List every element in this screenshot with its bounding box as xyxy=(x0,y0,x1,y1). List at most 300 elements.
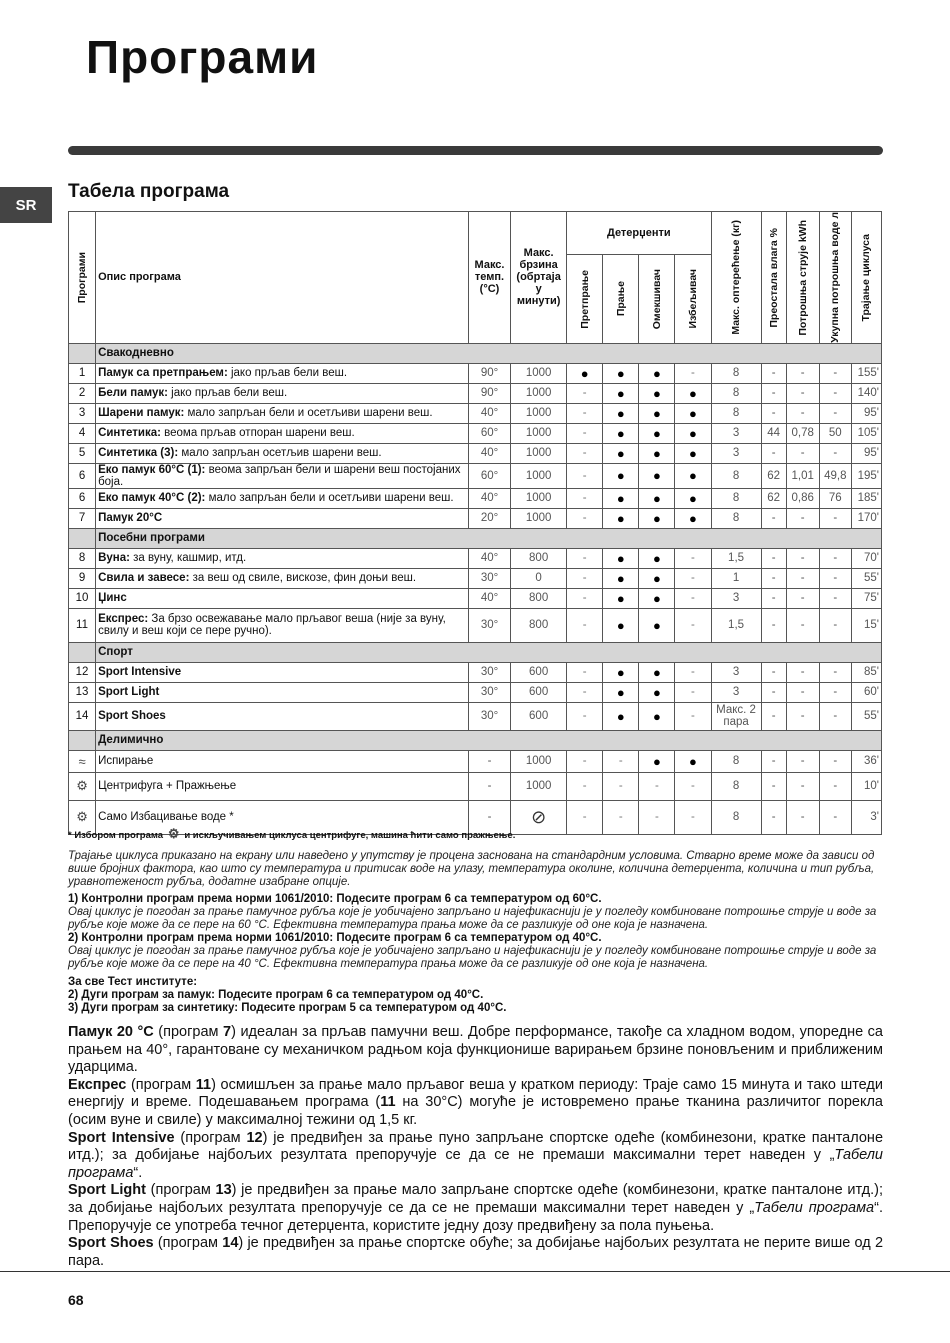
program-number: 5 xyxy=(69,443,96,463)
energy: - xyxy=(786,383,819,403)
program-description xyxy=(96,702,469,730)
max-temp: 60° xyxy=(468,463,510,488)
detergent-soft: - xyxy=(639,800,675,834)
detergent-wash: ● xyxy=(603,463,639,488)
max-temp: 60° xyxy=(468,423,510,443)
program-text: јако прљав бели веш. xyxy=(227,367,348,380)
max-speed: 1000 xyxy=(511,423,567,443)
detergent-pre: - xyxy=(567,662,603,682)
max-temp: - xyxy=(468,750,510,772)
water: - xyxy=(819,662,851,682)
section-title: Табела програма xyxy=(68,181,230,202)
energy: 1,01 xyxy=(786,463,819,488)
detergent-soft: ● xyxy=(639,608,675,642)
residual-moisture: - xyxy=(761,588,786,608)
table-row xyxy=(69,363,882,383)
detergent-soft: ● xyxy=(639,443,675,463)
program-text: веома прљав отпоран шарени веш. xyxy=(160,427,355,440)
program-name: Вуна: xyxy=(98,552,130,565)
detergent-pre: - xyxy=(567,750,603,772)
program-number: 7 xyxy=(69,508,96,528)
energy: - xyxy=(786,568,819,588)
max-speed: 600 xyxy=(511,682,567,702)
duration-note: Трајање циклуса приказано на екрану или наведено у упутству је процена заснована на стандардним условима. Стварно време може да зависи од више бројних фактора, као што су температура и притисак воде на улазу, температура околине, количина детерџента, количина и тип рубља, уравнотеженост рубља, додатне изабране опције. xyxy=(68,850,875,888)
program-description xyxy=(96,750,469,772)
residual-moisture: 62 xyxy=(761,463,786,488)
max-load: 8 xyxy=(711,383,761,403)
detergent-pre: - xyxy=(567,463,603,488)
water: - xyxy=(819,443,851,463)
program-text: Само Избацивање воде * xyxy=(98,811,234,824)
program-description xyxy=(96,682,469,702)
energy: - xyxy=(786,662,819,682)
detergent-pre: - xyxy=(567,772,603,800)
detergent-soft: ● xyxy=(639,403,675,423)
duration: 10' xyxy=(851,772,881,800)
residual-moisture: - xyxy=(761,443,786,463)
program-number: 13 xyxy=(69,682,96,702)
duration: 195' xyxy=(851,463,881,488)
detergent-bleach: ● xyxy=(675,383,711,403)
header-softener: Омекшивач xyxy=(639,255,675,344)
residual-moisture: 62 xyxy=(761,488,786,508)
program-description xyxy=(96,772,469,800)
max-load: 3 xyxy=(711,588,761,608)
residual-moisture: - xyxy=(761,662,786,682)
max-speed: 600 xyxy=(511,702,567,730)
detergent-wash: ● xyxy=(603,548,639,568)
note-1-text: Овај циклус је погодан за прање памучног рубља које је уобичајено запрљано и најефикаснији је у погледу комбиноване потрошње струје и воде за рубље које може да се пере на 60 °C. Ефективна температура прања може да се разликује од оне која је назначена. xyxy=(68,906,877,931)
max-speed: 1000 xyxy=(511,508,567,528)
program-name: Бели памук: xyxy=(98,387,168,400)
section-row xyxy=(69,528,882,548)
residual-moisture: - xyxy=(761,363,786,383)
detergent-bleach: - xyxy=(675,772,711,800)
test-item-2: 3) Дуги програм за синтетику: Подесите програм 5 са температуром од 40°C. xyxy=(68,1002,507,1014)
header-max-temp: Макс. темп. (°C) xyxy=(468,212,510,344)
max-temp: 30° xyxy=(468,662,510,682)
max-load: 1,5 xyxy=(711,608,761,642)
detergent-pre: - xyxy=(567,608,603,642)
program-description xyxy=(96,608,469,642)
table-row xyxy=(69,568,882,588)
section-label: Спорт xyxy=(96,642,882,662)
max-load: 8 xyxy=(711,403,761,423)
program-text: јако прљав бели веш. xyxy=(167,387,288,400)
header-residual-moisture: Преостала влага % xyxy=(761,212,786,344)
max-load: 1 xyxy=(711,568,761,588)
program-description xyxy=(96,363,469,383)
duration: 155' xyxy=(851,363,881,383)
duration: 36' xyxy=(851,750,881,772)
detergent-pre: - xyxy=(567,800,603,834)
test-item-1: 2) Дуги програм за памук: Подесите програм 6 са температуром од 40°C. xyxy=(68,989,484,1001)
residual-moisture: - xyxy=(761,608,786,642)
detergent-wash: ● xyxy=(603,443,639,463)
water: - xyxy=(819,750,851,772)
detergent-pre: - xyxy=(567,588,603,608)
detergent-wash: ● xyxy=(603,608,639,642)
energy: - xyxy=(786,702,819,730)
table-row xyxy=(69,488,882,508)
duration: 95' xyxy=(851,443,881,463)
max-load: 3 xyxy=(711,423,761,443)
energy: - xyxy=(786,548,819,568)
no-spin-icon: ⊘ xyxy=(531,806,547,827)
detergent-bleach: ● xyxy=(675,488,711,508)
section-cell xyxy=(69,528,96,548)
header-programs: Програми xyxy=(69,212,96,344)
program-description xyxy=(96,568,469,588)
desc-sport-light: Sport Light (програм 13) је предвиђен за прање мало запрљане спортске одеће (комбинезони, кратке панталоне итд.); за добијање најбољих резултата препоручује се да се не премаши максимални терет наведен у „Табели програма“. Препоручује се употреба течног детерџента, користите једну дозу предвиђену за пола пуњења. xyxy=(68,1182,883,1234)
residual-moisture: - xyxy=(761,383,786,403)
max-load: 3 xyxy=(711,443,761,463)
water: - xyxy=(819,403,851,423)
duration: 185' xyxy=(851,488,881,508)
max-temp: 40° xyxy=(468,588,510,608)
max-speed: 1000 xyxy=(511,403,567,423)
max-load: 8 xyxy=(711,508,761,528)
energy: - xyxy=(786,682,819,702)
detergent-soft: ● xyxy=(639,548,675,568)
section-cell xyxy=(69,642,96,662)
detergent-bleach: - xyxy=(675,702,711,730)
residual-moisture: - xyxy=(761,772,786,800)
table-row xyxy=(69,750,882,772)
detergent-bleach: - xyxy=(675,548,711,568)
detergent-bleach: ● xyxy=(675,443,711,463)
program-description xyxy=(96,588,469,608)
program-number: 6 xyxy=(69,463,96,488)
detergent-pre: - xyxy=(567,403,603,423)
residual-moisture: - xyxy=(761,568,786,588)
max-load: 8 xyxy=(711,750,761,772)
max-speed: 1000 xyxy=(511,750,567,772)
water: - xyxy=(819,800,851,834)
table-row xyxy=(69,423,882,443)
header-energy: Потрошња струје kWh xyxy=(786,212,819,344)
max-load: 8 xyxy=(711,463,761,488)
detergent-wash: ● xyxy=(603,662,639,682)
max-load: 1,5 xyxy=(711,548,761,568)
table-row xyxy=(69,702,882,730)
detergent-bleach: - xyxy=(675,662,711,682)
section-label: Свакодневно xyxy=(96,343,882,363)
desc-cotton-20: Памук 20 °C (програм 7) идеалан за прљав памучни веш. Добре перформансе, такође са хладном водом, упоредне са прањем на 40°, гарантоване су механичком радњом која функционише варирањем брзине поновљеним и приближеним ударцима. xyxy=(68,1024,883,1076)
max-load: 8 xyxy=(711,488,761,508)
program-name: Свила и завесе: xyxy=(98,572,190,585)
program-number xyxy=(69,772,96,800)
test-title: За све Тест институте: xyxy=(68,976,198,988)
max-speed: 1000 xyxy=(511,488,567,508)
detergent-bleach: ● xyxy=(675,423,711,443)
detergent-bleach: ● xyxy=(675,403,711,423)
section-label: Посебни програми xyxy=(96,528,882,548)
header-max-speed: Макс. брзина (обртаја у минути) xyxy=(511,212,567,344)
duration: 55' xyxy=(851,568,881,588)
max-temp: - xyxy=(468,800,510,834)
max-speed: 1000 xyxy=(511,443,567,463)
detergent-wash: - xyxy=(603,800,639,834)
program-text: За брзо освежавање мало прљавог веша (није за вуну, свилу и веш који се пере ручно). xyxy=(98,613,446,638)
detergent-soft: ● xyxy=(639,463,675,488)
table-row xyxy=(69,383,882,403)
desc-sport-intensive: Sport Intensive (програм 12) је предвиђен за прање пуно запрљане спортске одеће (комбинезони, кратке панталоне итд.); за добијање најбољих резултата препоручује се да се не премаши максимални терет наведен у „Табели програма“. xyxy=(68,1129,884,1181)
duration: 70' xyxy=(851,548,881,568)
detergent-pre: - xyxy=(567,702,603,730)
water: - xyxy=(819,702,851,730)
detergent-wash: ● xyxy=(603,383,639,403)
section-label: Делимично xyxy=(96,730,882,750)
water: - xyxy=(819,363,851,383)
detergent-bleach: - xyxy=(675,363,711,383)
table-row xyxy=(69,403,882,423)
energy: 0,86 xyxy=(786,488,819,508)
program-number: 2 xyxy=(69,383,96,403)
detergent-pre: - xyxy=(567,508,603,528)
program-number: 3 xyxy=(69,403,96,423)
duration: 105' xyxy=(851,423,881,443)
note-1-title: 1) Контролни програм према норми 1061/2010: Подесите програм 6 са температуром од 60°C. xyxy=(68,893,602,905)
duration: 60' xyxy=(851,682,881,702)
detergent-pre: - xyxy=(567,488,603,508)
detergent-wash: - xyxy=(603,750,639,772)
detergent-bleach: - xyxy=(675,568,711,588)
control-notes xyxy=(68,893,883,971)
max-speed xyxy=(511,800,567,834)
program-text: за вуну, кашмир, итд. xyxy=(129,552,247,565)
water: 50 xyxy=(819,423,851,443)
detergent-pre: - xyxy=(567,423,603,443)
duration: 140' xyxy=(851,383,881,403)
detergent-pre: - xyxy=(567,383,603,403)
header-description: Опис програма xyxy=(96,212,469,344)
detergent-wash: - xyxy=(603,772,639,800)
water: 76 xyxy=(819,488,851,508)
rinse-icon: ≈ xyxy=(78,753,86,769)
program-number: 6 xyxy=(69,488,96,508)
table-row xyxy=(69,548,882,568)
page-title: Програми xyxy=(86,31,319,83)
detergent-wash: ● xyxy=(603,508,639,528)
duration: 3' xyxy=(851,800,881,834)
energy: - xyxy=(786,508,819,528)
table-row xyxy=(69,508,882,528)
program-name: Еко памук 40°C (2): xyxy=(98,492,206,505)
detergent-soft: ● xyxy=(639,488,675,508)
detergent-soft: ● xyxy=(639,662,675,682)
detergent-soft: ● xyxy=(639,682,675,702)
section-cell xyxy=(69,730,96,750)
detergent-bleach: ● xyxy=(675,750,711,772)
detergent-soft: ● xyxy=(639,383,675,403)
table-row xyxy=(69,463,882,488)
header-duration: Трајање циклуса xyxy=(851,212,881,344)
program-name: Шарени памук: xyxy=(98,407,185,420)
program-name: Еко памук 60°C (1): xyxy=(98,463,206,476)
max-load: Макс. 2 пара xyxy=(711,702,761,730)
max-speed: 800 xyxy=(511,548,567,568)
program-number: 11 xyxy=(69,608,96,642)
water: - xyxy=(819,608,851,642)
max-temp: 30° xyxy=(468,702,510,730)
page-number: 68 xyxy=(68,1292,84,1308)
program-number: 10 xyxy=(69,588,96,608)
max-speed: 1000 xyxy=(511,363,567,383)
duration: 170' xyxy=(851,508,881,528)
program-text: мало запрљан бели и осетљиви шарени веш. xyxy=(205,492,454,505)
desc-sport-shoes: Sport Shoes (програм 14) је предвиђен за прање спортске обуће; за добијање најбољих резултата не перите више од 2 пара. xyxy=(68,1235,884,1269)
detergent-wash: ● xyxy=(603,568,639,588)
detergent-bleach: ● xyxy=(675,508,711,528)
water: - xyxy=(819,508,851,528)
max-speed: 1000 xyxy=(511,772,567,800)
program-name: Sport Shoes xyxy=(98,710,166,723)
residual-moisture: 44 xyxy=(761,423,786,443)
max-temp: 90° xyxy=(468,383,510,403)
detergent-wash: ● xyxy=(603,702,639,730)
programs-table xyxy=(68,211,882,835)
test-institutes xyxy=(68,976,883,1015)
detergent-wash: ● xyxy=(603,488,639,508)
max-temp: 20° xyxy=(468,508,510,528)
water: - xyxy=(819,383,851,403)
detergent-pre: - xyxy=(567,682,603,702)
detergent-bleach: - xyxy=(675,588,711,608)
spin-drain-icon: ⚙ xyxy=(167,826,180,841)
section-row xyxy=(69,642,882,662)
duration: 75' xyxy=(851,588,881,608)
water: - xyxy=(819,772,851,800)
duration: 85' xyxy=(851,662,881,682)
program-text: мало запрљан осетљив шарени веш. xyxy=(178,447,382,460)
detergent-soft: ● xyxy=(639,568,675,588)
table-row xyxy=(69,608,882,642)
residual-moisture: - xyxy=(761,750,786,772)
program-number: 14 xyxy=(69,702,96,730)
program-name: Експрес: xyxy=(98,613,149,626)
header-detergents: Детерџенти xyxy=(567,212,711,255)
program-name: Памук 20°C xyxy=(98,512,163,525)
energy: - xyxy=(786,403,819,423)
max-temp: 40° xyxy=(468,488,510,508)
max-load: 8 xyxy=(711,363,761,383)
spin-drain-icon: ⚙ xyxy=(76,778,88,794)
detergent-pre: - xyxy=(567,568,603,588)
footer-rule xyxy=(0,1271,950,1272)
table-row xyxy=(69,772,882,800)
detergent-soft: ● xyxy=(639,750,675,772)
header-wash: Прање xyxy=(603,255,639,344)
max-load: 3 xyxy=(711,682,761,702)
residual-moisture: - xyxy=(761,800,786,834)
energy: - xyxy=(786,800,819,834)
detergent-wash: ● xyxy=(603,682,639,702)
program-number xyxy=(69,750,96,772)
program-description xyxy=(96,383,469,403)
energy: - xyxy=(786,588,819,608)
residual-moisture: - xyxy=(761,548,786,568)
energy: - xyxy=(786,772,819,800)
residual-moisture: - xyxy=(761,702,786,730)
program-name: Синтетика (3): xyxy=(98,447,179,460)
program-name: Sport Light xyxy=(98,686,160,699)
detergent-soft: - xyxy=(639,772,675,800)
program-name: Sport Intensive xyxy=(98,666,182,679)
program-text: мало запрљан бели и осетљиви шарени веш. xyxy=(184,407,433,420)
max-load: 3 xyxy=(711,662,761,682)
program-description xyxy=(96,463,469,488)
program-name: Памук са претпрањем: xyxy=(98,367,228,380)
detergent-bleach: ● xyxy=(675,463,711,488)
max-temp: 30° xyxy=(468,568,510,588)
program-description xyxy=(96,423,469,443)
note-2-text: Овај циклус је погодан за прање памучног рубља које је уобичајено запрљано и најефикаснији је у погледу комбиноване потрошње струје и воде за рубље које може да се пере на 40 °C. Ефективна температура прања може да се разликује од оне која је назначена. xyxy=(68,945,877,970)
detergent-soft: ● xyxy=(639,588,675,608)
desc-express: Експрес (програм 11) осмишљен за прање мало прљавог веша у кратком периоду: Траје само 15 минута и тако штеди енергију и време. Подешавањем програма (11 на 30°C) могуће је истовремено прање тканина различитог порекла (осим вуне и свиле) у максималној тежини од 1,5 кг. xyxy=(68,1076,883,1128)
header-water: Укупна потрошња воде л xyxy=(819,212,851,344)
program-number: 1 xyxy=(69,363,96,383)
header-prewash: Претпрање xyxy=(567,255,603,344)
detergent-wash: ● xyxy=(603,423,639,443)
program-description xyxy=(96,488,469,508)
max-speed: 600 xyxy=(511,662,567,682)
detergent-soft: ● xyxy=(639,508,675,528)
max-speed: 800 xyxy=(511,588,567,608)
residual-moisture: - xyxy=(761,682,786,702)
section-cell xyxy=(69,343,96,363)
program-descriptions xyxy=(68,1024,883,1270)
table-row xyxy=(69,682,882,702)
program-name: Џинс xyxy=(98,592,127,605)
detergent-soft: ● xyxy=(639,423,675,443)
detergent-soft: ● xyxy=(639,363,675,383)
detergent-wash: ● xyxy=(603,588,639,608)
detergent-pre: ● xyxy=(567,363,603,383)
table-row xyxy=(69,662,882,682)
detergent-pre: - xyxy=(567,548,603,568)
detergent-bleach: - xyxy=(675,800,711,834)
section-row xyxy=(69,343,882,363)
max-load: 8 xyxy=(711,800,761,834)
table-row xyxy=(69,588,882,608)
table-row xyxy=(69,443,882,463)
header-bleach: Избељивач xyxy=(675,255,711,344)
energy: - xyxy=(786,608,819,642)
max-temp: 30° xyxy=(468,608,510,642)
max-temp: 40° xyxy=(468,548,510,568)
detergent-soft: ● xyxy=(639,702,675,730)
residual-moisture: - xyxy=(761,403,786,423)
water: - xyxy=(819,682,851,702)
program-number: 8 xyxy=(69,548,96,568)
energy: - xyxy=(786,363,819,383)
max-temp: 40° xyxy=(468,443,510,463)
water: - xyxy=(819,588,851,608)
residual-moisture: - xyxy=(761,508,786,528)
detergent-wash: ● xyxy=(603,363,639,383)
energy: 0,78 xyxy=(786,423,819,443)
duration: 55' xyxy=(851,702,881,730)
max-temp: 40° xyxy=(468,403,510,423)
program-description xyxy=(96,403,469,423)
max-speed: 1000 xyxy=(511,383,567,403)
detergent-pre: - xyxy=(567,443,603,463)
section-row xyxy=(69,730,882,750)
energy: - xyxy=(786,750,819,772)
language-tab: SR xyxy=(0,187,52,223)
program-description xyxy=(96,548,469,568)
